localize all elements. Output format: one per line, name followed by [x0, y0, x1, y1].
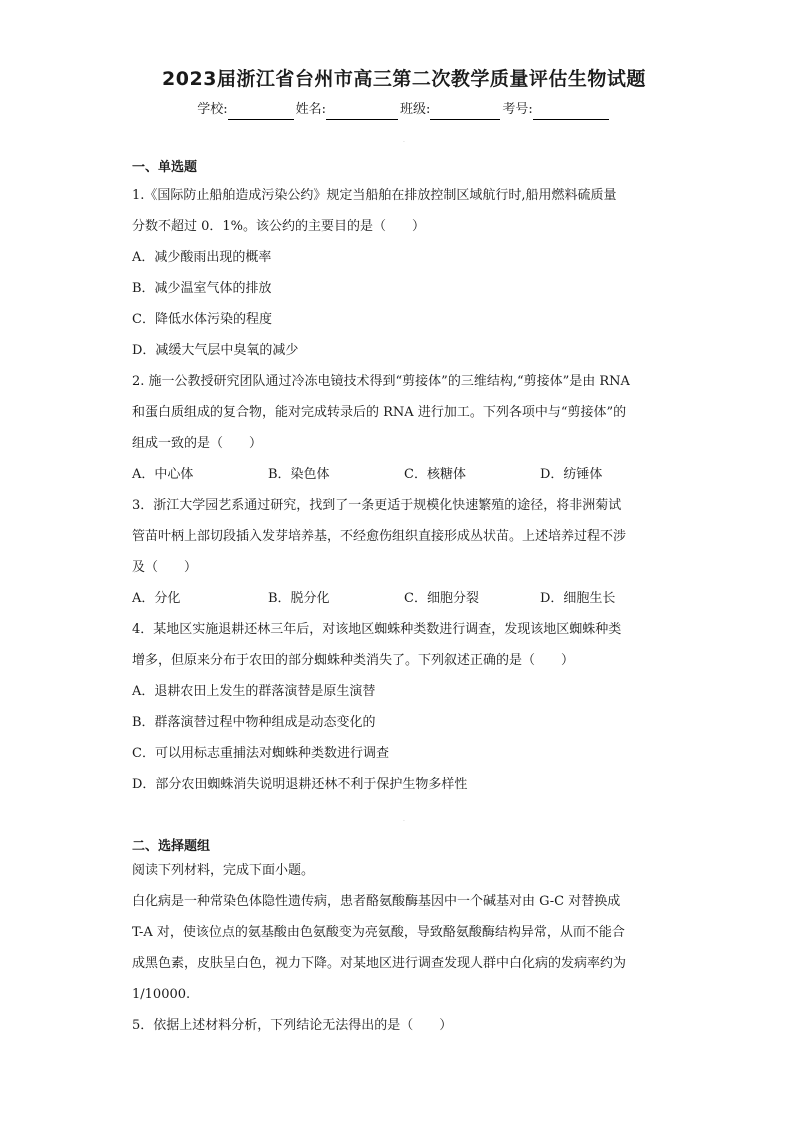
section-title-question-group: 二、选择题组	[132, 839, 211, 854]
material-line-1: 白化病是一种常染色体隐性遗传病，患者酪氨酸酶基因中一个碱基对由 G-C 对替换成	[132, 894, 621, 909]
question-1	[132, 186, 676, 237]
question-4-option-c[interactable]: C．可以用标志重捕法对蜘蛛种类数进行调查	[132, 746, 389, 761]
question-1-line-1: 1.《国际防止船舶造成污染公约》规定当船舶在排放控制区域航行时,船用燃料硫质量	[132, 188, 617, 203]
question-1-option-c[interactable]: C．降低水体污染的程度	[132, 312, 272, 327]
question-3-line-2: 管苗叶柄上部切段插入发芽培养基，不经愈伤组织直接形成丛状苗。上述培养过程不涉	[132, 529, 627, 544]
name-label: 姓名:	[295, 102, 326, 117]
question-2-option-d[interactable]: D．纺锤体	[540, 467, 603, 482]
name-blank[interactable]	[326, 105, 398, 120]
question-3-option-c[interactable]: C．细胞分裂	[404, 591, 479, 606]
question-4-line-1: 4．某地区实施退耕还林三年后，对该地区蜘蛛种类数进行调查，发现该地区蜘蛛种类	[132, 622, 622, 637]
group-intro: 阅读下列材料，完成下面小题。	[132, 863, 315, 878]
question-1-option-b[interactable]: B．减少温室气体的排放	[132, 281, 272, 296]
question-1-line-2: 分数不超过 0．1%。该公约的主要目的是（ ）	[132, 219, 426, 234]
material-line-4: 1/10000.	[132, 987, 191, 1002]
question-4-option-a[interactable]: A．退耕农田上发生的群落演替是原生演替	[132, 684, 376, 699]
question-4	[132, 620, 676, 671]
question-4-option-d[interactable]: D．部分农田蜘蛛消失说明退耕还林不利于保护生物多样性	[132, 777, 468, 792]
question-2-line-1: 2. 施一公教授研究团队通过冷冻电镜技术得到“剪接体”的三维结构,“剪接体”是由 RNA	[132, 374, 630, 389]
class-label: 班级:	[400, 102, 431, 117]
student-info-row	[132, 100, 676, 120]
question-2-option-a[interactable]: A．中心体	[132, 467, 194, 482]
class-field	[400, 100, 502, 120]
question-2-options	[132, 465, 676, 485]
question-1-option-a[interactable]: A．减少酸雨出现的概率	[132, 250, 272, 265]
page-separator-mark: ·	[403, 139, 405, 146]
question-3	[132, 496, 676, 578]
question-2	[132, 372, 676, 454]
question-2-option-c[interactable]: C．核糖体	[404, 467, 466, 482]
school-blank[interactable]	[228, 105, 294, 120]
class-blank[interactable]	[430, 105, 500, 120]
question-2-option-b[interactable]: B．染色体	[268, 467, 330, 482]
question-5: 5．依据上述材料分析，下列结论无法得出的是（ ）	[132, 1018, 453, 1033]
exam-number-label: 考号:	[502, 102, 533, 117]
exam-number-field	[502, 100, 610, 120]
material-line-2: T-A 对，使该位点的氨基酸由色氨酸变为亮氨酸，导致酪氨酸酶结构异常，从而不能合	[132, 925, 625, 940]
name-field	[296, 100, 400, 120]
question-2-line-3: 组成一致的是（ ）	[132, 436, 263, 451]
question-4-option-b[interactable]: B．群落演替过程中物种组成是动态变化的	[132, 715, 376, 730]
material-line-3: 成黑色素，皮肤呈白色，视力下降。对某地区进行调查发现人群中白化病的发病率约为	[132, 956, 627, 971]
question-3-options	[132, 589, 676, 609]
question-2-line-2: 和蛋白质组成的复合物，能对完成转录后的 RNA 进行加工。下列各项中与“剪接体”的	[132, 405, 627, 420]
question-4-line-2: 增多，但原来分布于农田的部分蜘蛛种类消失了。下列叙述正确的是（ ）	[132, 653, 575, 668]
question-3-option-b[interactable]: B．脱分化	[268, 591, 330, 606]
school-label: 学校:	[197, 102, 228, 117]
page-separator-mark-2: ·	[403, 818, 405, 825]
exam-title: 2023届浙江省台州市高三第二次教学质量评估生物试题	[162, 68, 646, 90]
question-1-option-d[interactable]: D．减缓大气层中臭氧的减少	[132, 343, 299, 358]
school-field	[197, 100, 295, 120]
exam-number-blank[interactable]	[533, 105, 609, 120]
group-material	[132, 892, 676, 1005]
section-title-single-choice: 一、单选题	[132, 160, 198, 175]
question-3-line-3: 及（ ）	[132, 560, 198, 575]
question-3-line-1: 3．浙江大学园艺系通过研究，找到了一条更适于规模化快速繁殖的途径，将非洲菊试	[132, 498, 622, 513]
question-3-option-d[interactable]: D．细胞生长	[540, 591, 616, 606]
question-3-option-a[interactable]: A．分化	[132, 591, 181, 606]
